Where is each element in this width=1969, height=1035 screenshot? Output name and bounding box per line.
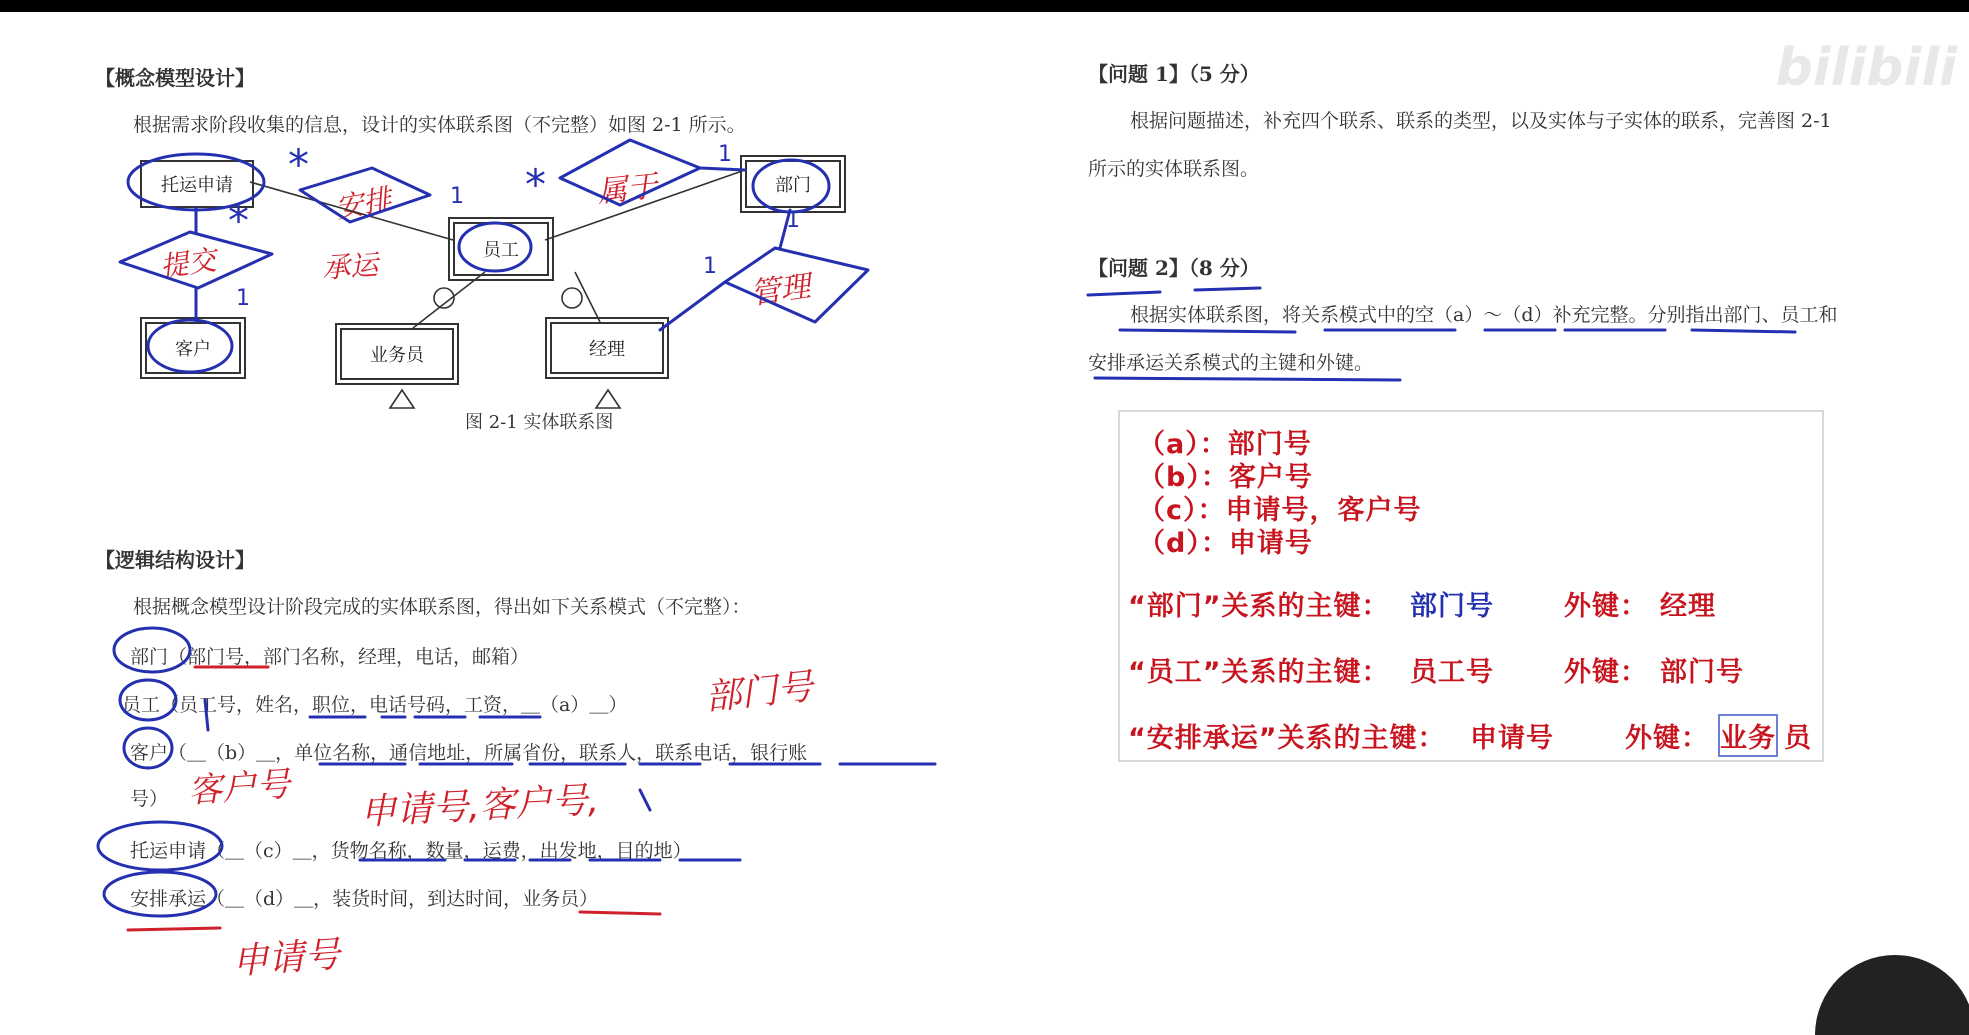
entity-tuoyun-shenqing: 托运申请 — [140, 160, 254, 208]
bumen-fk-value: 经理 — [1660, 591, 1716, 622]
hw-tijiao: 提交 — [158, 243, 219, 284]
answer-d: （d）：申请号 — [1138, 528, 1313, 559]
bumen-pk-label: “部门”关系的主键： — [1128, 591, 1390, 622]
question1-heading: 【问题 1】（5 分） — [1088, 62, 1260, 86]
hw-star-1: * — [288, 140, 309, 189]
relation-yuangong: 员工（员工号，姓名，职位，电话号码，工资，＿（a）＿） — [122, 694, 628, 716]
anpai-fk-value-rest: 员 — [1784, 723, 1812, 754]
question1-text-line1: 根据问题描述，补充四个联系、联系的类型，以及实体与子实体的联系，完善图 2-1 — [1130, 110, 1832, 132]
hw-one-4: 1 — [703, 254, 717, 279]
yuangong-pk-label: “员工”关系的主键： — [1128, 657, 1390, 688]
entity-bumen: 部门 — [745, 160, 841, 208]
question2-text-line2: 安排承运关系模式的主键和外键。 — [1088, 352, 1374, 374]
bumen-pk-value: 部门号 — [1410, 591, 1494, 622]
hw-chengyun: 承运 — [321, 248, 380, 285]
hw-ans-a: 部门号 — [703, 666, 816, 719]
hw-one-2: 1 — [718, 142, 732, 167]
anpai-pk-label: “安排承运”关系的主键： — [1128, 723, 1446, 754]
relation-kehu: 客户（＿（b）＿，单位名称，通信地址，所属省份，联系人，联系电话，银行账 — [130, 742, 808, 764]
question1-text-line2: 所示的实体联系图。 — [1088, 158, 1260, 180]
yuangong-fk-value: 部门号 — [1660, 657, 1744, 688]
hw-one-5: 1 — [786, 208, 800, 233]
anpai-pk-value: 申请号 — [1470, 723, 1554, 754]
hw-one-3: 1 — [236, 286, 250, 311]
answer-b: （b）：客户号 — [1138, 462, 1313, 493]
question2-text-line1: 根据实体联系图，将关系模式中的空（a）～（d）补充完整。分别指出部门、员工和 — [1130, 304, 1838, 326]
red-pen-strokes — [128, 667, 660, 930]
concept-intro: 根据需求阶段收集的信息，设计的实体联系图（不完整）如图 2-1 所示。 — [133, 114, 746, 136]
yuangong-fk-label: 外键： — [1564, 657, 1648, 688]
yuangong-pk-value: 员工号 — [1410, 657, 1494, 688]
relation-kehu-cont: 号） — [130, 788, 169, 810]
hw-star-3: * — [525, 160, 546, 209]
concept-heading: 【概念模型设计】 — [95, 66, 255, 90]
entity-jingli: 经理 — [550, 322, 664, 374]
hw-ans-b: 客户号 — [186, 764, 292, 812]
answer-a: （a）：部门号 — [1138, 429, 1312, 460]
answer-c: （c）：申请号，客户号 — [1138, 495, 1422, 526]
bilibili-watermark: bilibili — [1775, 38, 1957, 98]
hw-star-2: * — [228, 196, 249, 245]
relation-bumen: 部门（部门号，部门名称，经理，电话，邮箱） — [130, 646, 530, 668]
entity-yewuyuan: 业务员 — [340, 328, 454, 380]
logic-heading: 【逻辑结构设计】 — [95, 548, 255, 572]
hw-anpai: 安排 — [332, 182, 394, 225]
entity-kehu: 客户 — [145, 322, 241, 374]
hw-ans-c: 申请号,客户号, — [359, 779, 600, 834]
relation-anpai: 安排承运（＿（d）＿，装货时间，到达时间，业务员） — [130, 888, 599, 910]
bumen-fk-label: 外键： — [1564, 591, 1648, 622]
relation-tuoyun: 托运申请（＿（c）＿，货物名称，数量，运费，出发地，目的地） — [130, 840, 692, 862]
hw-one-1: 1 — [450, 184, 464, 209]
hw-guanli: 管理 — [748, 268, 813, 312]
blue-pen-strokes — [98, 140, 1795, 916]
question2-heading: 【问题 2】（8 分） — [1088, 256, 1260, 280]
figure-caption: 图 2-1 实体联系图 — [465, 412, 614, 433]
anpai-fk-value-boxed: 业务 — [1720, 716, 1776, 755]
logic-intro: 根据概念模型设计阶段完成的实体联系图，得出如下关系模式（不完整）： — [133, 596, 751, 618]
hw-shuyu: 属于 — [595, 168, 660, 211]
hw-ans-d: 申请号 — [230, 934, 342, 983]
entity-yuangong: 员工 — [453, 222, 549, 276]
anpai-fk-label: 外键： — [1625, 723, 1709, 754]
